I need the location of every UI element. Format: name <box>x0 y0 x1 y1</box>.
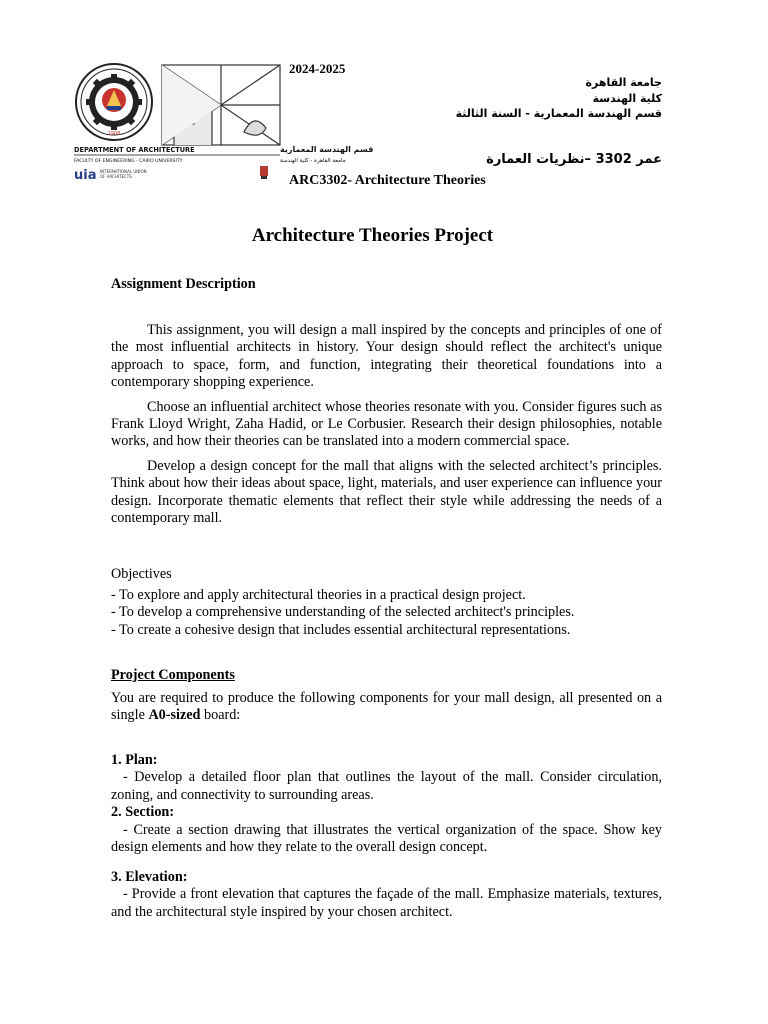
emblem-icon <box>260 166 268 179</box>
list-item: - To create a cohesive design that includes essential architectural representations. <box>111 621 571 638</box>
objectives-heading: Objectives <box>111 566 172 582</box>
uia-logo: uia <box>74 168 97 183</box>
components-heading: Project Components <box>111 667 235 683</box>
paragraph: This assignment, you will design a mall inspired by the concepts and principles of one of the most influential architects in history. Your design should reflect the architect's unique approach to space, form, and function, integrating their theoretical foundations into a contemporary shopping experience. <box>111 322 662 391</box>
svg-text:DEPARTMENT OF ARCHITECTURE: DEPARTMENT OF ARCHITECTURE <box>74 146 195 154</box>
component-desc: - Develop a detailed floor plan that outlines the layout of the mall. Consider circulation, zoning, and connectivity to surrounding areas. <box>111 769 662 803</box>
components-intro <box>111 690 662 725</box>
assignment-body <box>111 322 662 527</box>
svg-text:INTERNATIONAL UNION: INTERNATIONAL UNION <box>100 169 147 174</box>
intro-tail: board: <box>200 707 241 724</box>
list-item: - To develop a comprehensive understanding of the selected architect's principles. <box>111 604 575 621</box>
geometric-mark-icon <box>162 65 280 145</box>
component-plan <box>111 752 662 856</box>
component-title: 3. Elevation: <box>111 869 188 885</box>
svg-text:OF ARCHITECTS: OF ARCHITECTS <box>100 174 132 179</box>
gear-seal-icon <box>76 64 152 140</box>
component-desc: - Provide a front elevation that captures the façade of the mall. Emphasize materials, textures, and the architectural style inspired by your chosen architect. <box>111 886 662 920</box>
intro-text: You are required to produce the following components for your mall design, all presented on a single <box>111 690 662 724</box>
component-desc: - Create a section drawing that illustrates the vertical organization of the space. Show key design elements and how they relate to the overall design concept. <box>111 821 662 856</box>
academic-year: 2024-2025 <box>289 61 346 76</box>
component-elevation <box>111 869 662 921</box>
course-code-title: ARC3302- Architecture Theories <box>289 173 486 188</box>
arabic-course: عمر 3302 –نظريات العمارة <box>486 152 662 167</box>
svg-text:جامعة القاهرة - كلية الهندسة: جامعة القاهرة - كلية الهندسة <box>280 158 346 164</box>
list-item: - To explore and apply architectural theories in a practical design project. <box>111 587 526 603</box>
arabic-university: جامعة القاهرة <box>585 76 662 89</box>
paragraph: Choose an influential architect whose theories resonate with you. Consider figures such as Frank Lloyd Wright, Zaha Hadid, or Le Corbusier. Research their design philosophies, notable works, and how their theories can be translated into a modern commercial space. <box>111 398 662 450</box>
objectives-list <box>111 587 662 639</box>
paragraph: Develop a design concept for the mall that aligns with the selected architect’s principles. Think about how their ideas about space, light, materials, and user experience can influence your design. Incorporate thematic elements that reflect their style while addressing the needs of a contemporary mall. <box>111 457 662 527</box>
component-title: 2. Section: <box>111 804 175 821</box>
page-title: Architecture Theories Project <box>251 225 494 246</box>
svg-text:FACULTY OF ENGINEERING - CAIRO: FACULTY OF ENGINEERING - CAIRO UNIVERSITY <box>74 159 183 164</box>
arabic-department: قسم الهندسة المعمارية - السنة الثالثة <box>455 107 662 120</box>
intro-bold: A0-sized <box>148 707 201 724</box>
arabic-faculty: كلية الهندسة <box>592 92 662 105</box>
svg-text:قسم الهندسة المعمارية: قسم الهندسة المعمارية <box>280 145 374 154</box>
svg-text:1908: 1908 <box>107 131 121 137</box>
component-title: 1. Plan: <box>111 752 158 768</box>
assignment-heading: Assignment Description <box>111 276 256 292</box>
